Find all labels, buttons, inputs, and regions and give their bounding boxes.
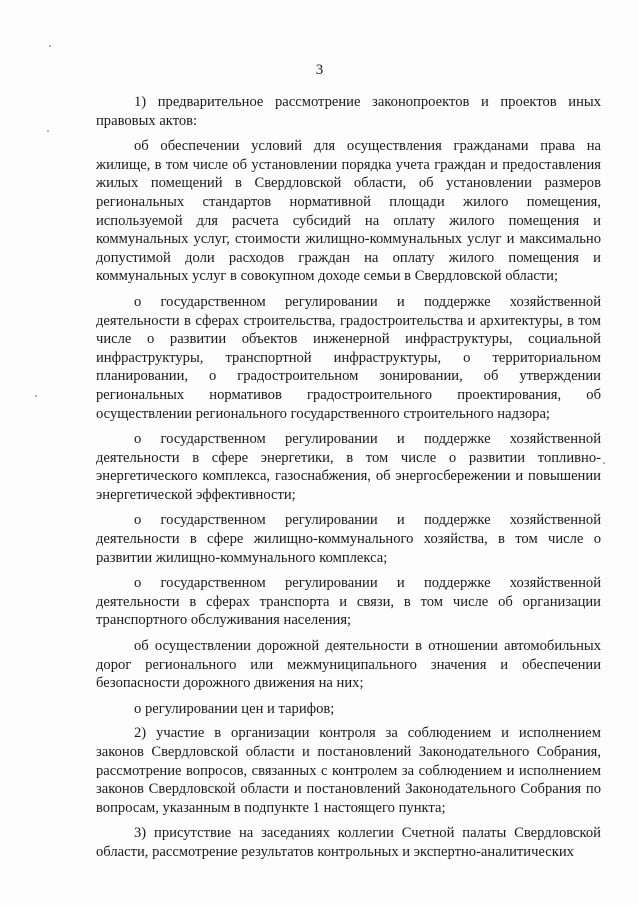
paragraph-5: о государственном регулировании и поддержке хозяйственной деятельности в сфере жилищно-коммунального хозяйства, в том числе о развитии жилищно-коммунального комплекса; — [96, 512, 601, 566]
paragraph-1: 1) предварительное рассмотрение законопроектов и проектов иных правовых актов: — [96, 94, 601, 129]
scan-speck — [47, 130, 49, 132]
scan-speck — [49, 45, 51, 47]
paragraph-10: 3) присутствие на заседаниях коллегии Счетной палаты Свердловской области, рассмотрение результатов контрольных и экспертно-аналитических — [96, 825, 601, 860]
paragraph-4: о государственном регулировании и поддержке хозяйственной деятельности в сфере энергетики, в том числе о развитии топливно-энергетического комплекса, газоснабжения, об энергосбережении и повышении энергетической эффективности; — [96, 431, 601, 503]
page-number: 3 — [315, 62, 324, 78]
paragraph-9: 2) участие в организации контроля за соблюдением и исполнением законов Свердловской области и постановлений Законодательного Собрания, рассмотрение вопросов, связанных с контролем за соблюдением и исполнением законов Свердловской области и постановлений Законодательного Собрания по вопросам, указанным в подпункте 1 настоящего пункта; — [96, 725, 601, 816]
paragraph-2: об обеспечении условий для осуществления гражданами права на жилище, в том числе об установлении порядка учета граждан и предоставления жилых помещений в Свердловской области, об установлении размеров региональных стандартов нормативной площади жилого помещения, используемой для расчета субсидий на оплату жилого помещения и коммунальных услуг, стоимости жилищно-коммунальных услуг и максимально допустимой доли расходов граждан на оплату жилого помещения и коммунальных услуг в совокупном доходе семьи в Свердловской области; — [96, 138, 601, 285]
scan-speck — [35, 395, 37, 397]
paragraph-6: о государственном регулировании и поддержке хозяйственной деятельности в сферах транспорта и связи, в том числе об организации транспортного обслуживания населения; — [96, 575, 601, 629]
paragraph-8: о регулировании цен и тарифов; — [134, 700, 335, 717]
document-body — [96, 93, 601, 869]
paragraph-3: о государственном регулировании и поддержке хозяйственной деятельности в сферах строительства, градостроительства и архитектуры, в том числе о развитии объектов инженерной инфраструктуры, социальной инфраструктуры, транспортной инфраструктуры, о территориальном планировании, о градостроительном зонировании, об утверждении региональных нормативов градостроительного проектирования, об осуществлении регионального государственного строительного надзора; — [96, 293, 601, 422]
paragraph-7: об осуществлении дорожной деятельности в отношении автомобильных дорог регионального или межмуниципального значения и обеспечении безопасности дорожного движения на них; — [96, 638, 601, 692]
scan-speck — [603, 462, 605, 464]
